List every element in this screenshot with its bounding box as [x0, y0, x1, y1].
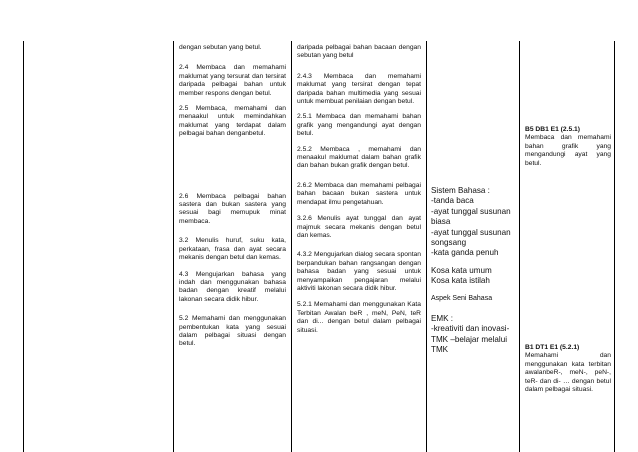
content-standard-item: dengan sebutan yang betul. — [179, 44, 262, 51]
learning-standard-item: 3.2.6 Menulis ayat tunggal dan ayat majmuk secara mekanis dengan betul dan kemas. — [297, 215, 421, 239]
b1-heading: B1 DT1 E1 (5.2.1) — [525, 344, 580, 351]
learning-standard-item: 2.5.2 Membaca , memahami dan menaakul maklumat dalam bahan grafik dan bahan bukan grafik dengan betul. — [297, 145, 421, 170]
content-standard-item: 5.2 Memahami dan menggunakan pembentukan kata yang sesuai dalam pelbagai situasi dengan betul. — [179, 315, 286, 348]
b5-heading: B5 DB1 E1 (2.5.1) — [525, 126, 581, 133]
learning-standard-item: 2.4.3 Membaca dan memahami maklumat yang tersirat dengan tepat daripada bahan multimedia yang sesuai untuk membuat penilaian dengan betul. — [297, 72, 421, 106]
learning-standard-column — [297, 44, 421, 341]
emk-item: TMK — [431, 345, 449, 355]
table-rule-4 — [426, 41, 427, 452]
evaluation-b1-block — [525, 344, 611, 400]
aspek-seni-bahasa: Aspek Seni Bahasa — [431, 294, 493, 302]
evaluation-b5-block — [525, 126, 611, 174]
emk-heading: EMK : — [431, 314, 454, 324]
kosa-kata-item: Kosa kata istilah — [431, 276, 490, 286]
kosa-kata-item: Kosa kata umum — [431, 265, 492, 275]
sistem-bahasa-heading: Sistem Bahasa : — [431, 186, 490, 195]
table-rule-6 — [614, 41, 615, 452]
b5-text: Membaca dan memahami bahan grafik yang mengandungi ayat yang betul. — [525, 134, 611, 167]
emk-item: -kreativiti dan inovasi- — [431, 324, 510, 334]
notes-column — [431, 186, 519, 356]
content-standard-item: 2.5 Membaca, memahami dan menaakul untuk memindahkan maklumat yang terdapat dalam pelbagai bahan denganbetul. — [179, 105, 286, 138]
sistem-bahasa-item: -tanda baca — [431, 196, 474, 206]
content-standard-item: 2.4 Membaca dan memahami maklumat yang tersurat dan tersirat daripada pelbagai bahan untuk member respons dengan betul. — [179, 64, 286, 97]
content-standard-item: 3.2 Menulis huruf, suku kata, perkataan, frasa dan ayat secara mekanis dengan betul dan kemas. — [179, 237, 286, 262]
table-rule-3 — [291, 41, 292, 452]
b1-text: Memahami dan menggunakan kata terbitan awalanbeR-, meN-, peN-, teR- dan di- … dengan betul dalam pelbagai situasi. — [525, 352, 611, 394]
table-rule-5 — [519, 41, 520, 452]
table-rule-1 — [23, 41, 24, 452]
sistem-bahasa-item: -ayat tunggal susunan biasa — [431, 206, 511, 227]
emk-item: TMK –belajar melalui — [431, 334, 508, 344]
content-standard-item: 4.3 Mengujarkan bahasa yang indah dan menggunakan bahasa badan dengan kreatif melalui lakonan secara didik hibur. — [179, 270, 286, 303]
learning-standard-item: 4.3.2 Mengujarkan dialog secara spontan berpandukan bahan rangsangan dengan bahasa badan yang sesuai untuk menyampaikan pengajaran melalui aktiviti lakonan secara didik hibur. — [297, 251, 421, 292]
sistem-bahasa-item: -kata ganda penuh — [431, 248, 499, 258]
content-standard-column — [179, 44, 286, 355]
learning-standard-item: daripada pelbagai bahan bacaan dengan sebutan yang betul — [297, 44, 421, 60]
learning-standard-item: 5.2.1 Memahami dan menggunakan Kata Terbitan Awalan beR , meN, PeN, teR dan di... dengan betul dalam pelbagai situasi. — [297, 301, 421, 334]
learning-standard-item: 2.5.1 Membaca dan memahami bahan grafik yang mengandungi ayat dengan betul. — [297, 113, 421, 138]
sistem-bahasa-item: -ayat tunggal susunan songsang — [431, 227, 511, 248]
table-rule-2 — [173, 41, 174, 452]
content-standard-item: 2.6 Membaca pelbagai bahan sastera dan bukan sastera yang sesuai bagi memupuk minat membaca. — [179, 192, 286, 225]
learning-standard-item: 2.6.2 Membaca dan memahami pelbagai bahan bacaan bukan sastera untuk mendapat ilmu pengetahuan. — [297, 181, 421, 206]
